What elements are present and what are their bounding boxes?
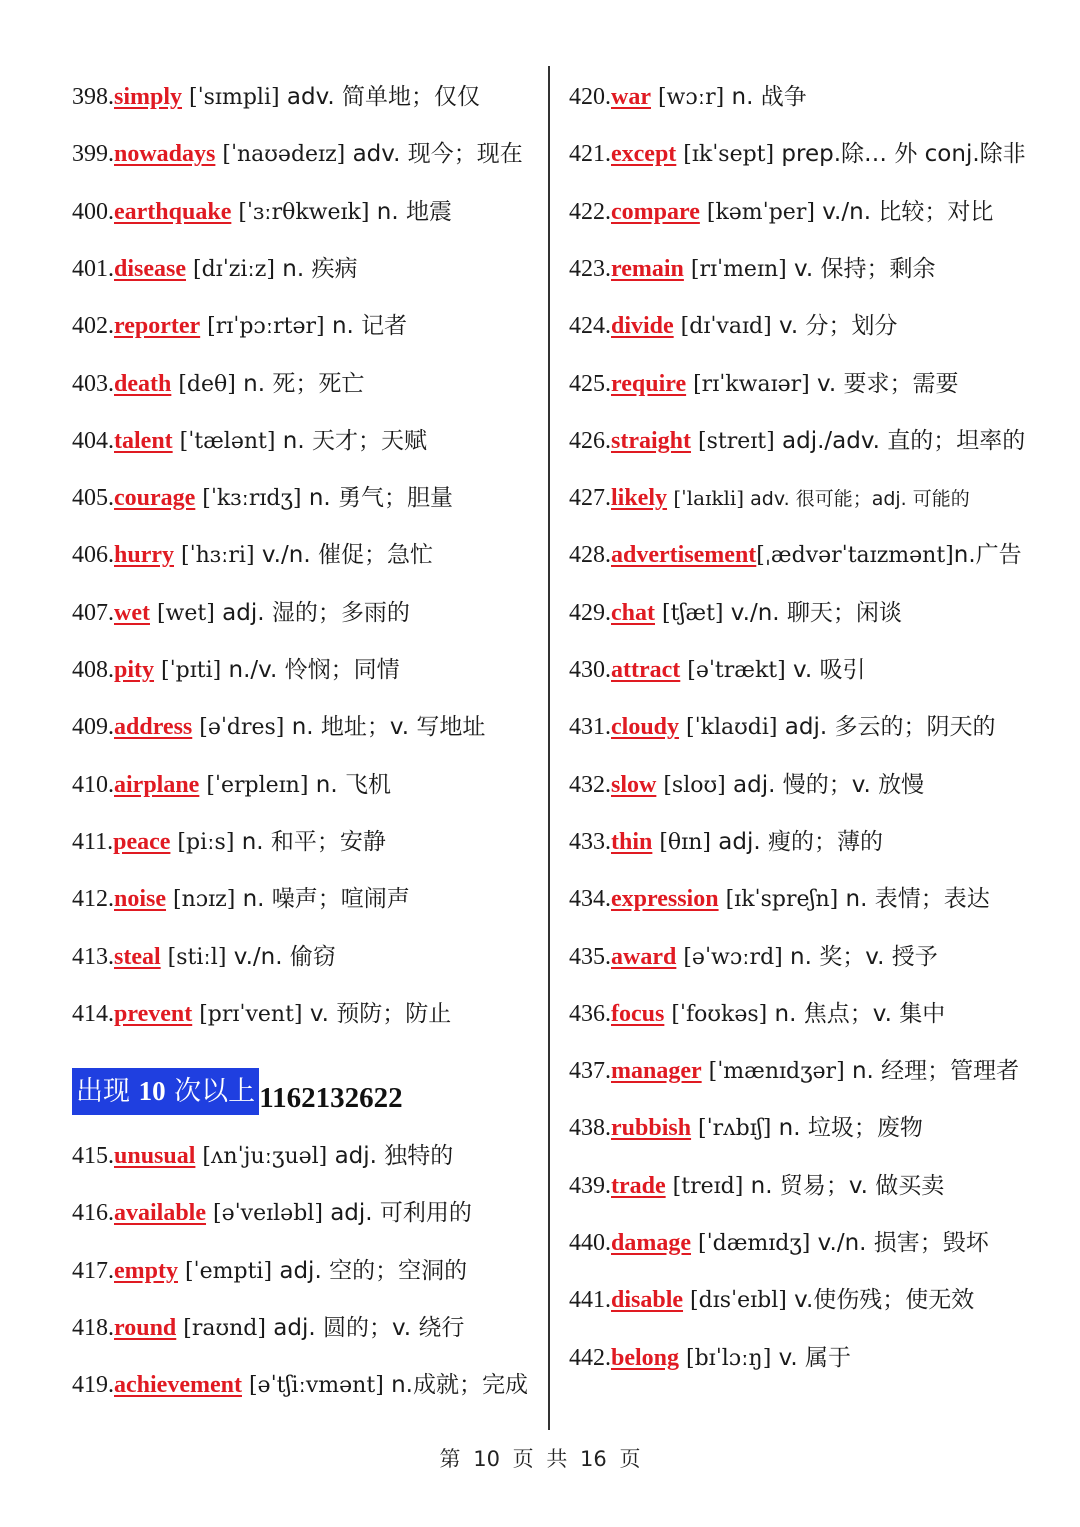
- vocab-entry: [72, 884, 410, 914]
- entry-word: manager: [611, 1058, 702, 1085]
- entry-word: slow: [611, 771, 657, 798]
- entry-phonetic: [treɪd]: [665, 1173, 744, 1199]
- entry-number: 435.: [569, 943, 611, 970]
- entry-number: 442.: [569, 1344, 611, 1371]
- vocab-entry: [569, 254, 936, 284]
- entry-meaning: n. 疾病: [274, 255, 358, 282]
- entry-meaning: n. 战争: [724, 84, 807, 110]
- entry-number: 440.: [569, 1230, 611, 1256]
- entry-number: 438.: [569, 1115, 611, 1142]
- footer-gong: 共: [546, 1447, 568, 1471]
- entry-phonetic: [tʃæt]: [655, 600, 724, 626]
- entry-phonetic: [əˈdres]: [192, 715, 285, 741]
- entry-phonetic: [wet]: [149, 600, 215, 626]
- entry-phonetic: [əˈtrækt]: [680, 658, 786, 683]
- vocab-entry: [72, 1370, 528, 1400]
- entry-number: 426.: [569, 427, 611, 454]
- entry-meaning: n. 地震: [369, 198, 452, 225]
- entry-phonetic: [stiːl]: [160, 944, 227, 970]
- entry-phonetic: [ˈkɜːrɪdʒ]: [195, 486, 302, 512]
- entry-phonetic: [əˈtʃiːvmənt]: [241, 1373, 384, 1399]
- entry-word: compare: [611, 198, 700, 225]
- entry-number: 411.: [72, 828, 114, 855]
- vocab-entry: [569, 655, 865, 685]
- entry-number: 405.: [72, 485, 114, 512]
- vocab-entry: [569, 483, 970, 513]
- entry-meaning: n.广告: [953, 542, 1022, 569]
- entry-meaning: v./n. 聊天；闲谈: [723, 599, 902, 626]
- entry-number: 434.: [569, 886, 611, 913]
- entry-phonetic: [piːs]: [170, 829, 235, 855]
- entry-phonetic: [dɪsˈeɪbl]: [683, 1288, 787, 1314]
- entry-number: 401.: [72, 255, 114, 282]
- entry-meaning: n.成就；完成: [383, 1372, 528, 1399]
- entry-word: achievement: [114, 1372, 242, 1399]
- entry-number: 431.: [569, 714, 611, 741]
- entry-word: courage: [114, 485, 196, 512]
- column-divider: [548, 66, 550, 1430]
- vocab-entry: [72, 540, 433, 570]
- entry-word: disease: [114, 255, 186, 282]
- entry-meaning: v./n. 偷窃: [226, 943, 336, 970]
- entry-meaning: n. 记者: [324, 313, 408, 340]
- vocab-entry: [569, 139, 1026, 169]
- entry-phonetic: [streɪt]: [691, 428, 775, 454]
- entry-number: 421.: [569, 141, 611, 168]
- entry-meaning: v. 预防；防止: [302, 1000, 452, 1027]
- entry-word: except: [611, 141, 677, 168]
- entry-number: 412.: [72, 886, 114, 913]
- entry-word: unusual: [114, 1143, 196, 1169]
- entry-meaning: adj. 独特的: [327, 1143, 454, 1169]
- entry-phonetic: [ˈmænɪdʒər]: [701, 1059, 845, 1085]
- entry-meaning: adj. 慢的；v. 放慢: [725, 771, 925, 798]
- entry-phonetic: [sloʊ]: [656, 772, 726, 798]
- vocab-entry: [569, 82, 807, 112]
- entry-number: 400.: [72, 198, 114, 225]
- vocab-entry: [569, 197, 993, 227]
- vocab-entry: [72, 942, 336, 972]
- section-count: 10: [138, 1076, 166, 1106]
- vocab-entry: [72, 426, 427, 456]
- entry-meaning: adj. 圆的；v. 绕行: [265, 1314, 465, 1341]
- entry-meaning: v./n. 催促；急忙: [254, 542, 433, 569]
- entry-word: talent: [114, 427, 173, 454]
- entry-phonetic: [ɪkˈsept]: [676, 142, 775, 168]
- entry-phonetic: [ˈtælənt]: [172, 428, 276, 454]
- vocab-entry: [569, 426, 1025, 456]
- entry-word: divide: [611, 313, 674, 340]
- entry-number: 419.: [72, 1372, 114, 1399]
- entry-meaning: n. 飞机: [308, 771, 391, 798]
- entry-word: focus: [611, 1000, 665, 1027]
- entry-number: 408.: [72, 657, 114, 683]
- entry-meaning: adv. 现今；现在: [345, 141, 523, 168]
- vocab-entry: [72, 311, 407, 341]
- entry-meaning: v. 吸引: [785, 657, 866, 683]
- entry-meaning: n./v. 怜悯；同情: [221, 657, 400, 683]
- entry-phonetic: [əˈveɪləbl]: [206, 1201, 323, 1227]
- entry-word: prevent: [114, 1000, 193, 1027]
- entry-phonetic: [raʊnd]: [176, 1315, 266, 1341]
- entry-word: noise: [114, 886, 167, 913]
- section-header: [72, 1068, 403, 1114]
- entry-number: 399.: [72, 141, 114, 168]
- entry-meaning: n. 勇气；胆量: [301, 485, 454, 512]
- entry-word: airplane: [114, 771, 200, 798]
- entry-word: pity: [114, 657, 155, 683]
- vocab-entry: [72, 655, 400, 685]
- entry-word: remain: [611, 255, 684, 282]
- footer-ye: 页: [512, 1447, 534, 1471]
- vocab-entry: [569, 942, 938, 972]
- entry-number: 436.: [569, 1000, 611, 1027]
- entry-phonetic: [deθ]: [171, 371, 236, 397]
- entry-meaning: n. 贸易；v. 做买卖: [743, 1172, 945, 1199]
- entry-phonetic: [ɪkˈspreʃn]: [718, 887, 839, 913]
- entry-meaning: n. 焦点；v. 集中: [767, 1000, 946, 1027]
- vocab-entry: [72, 483, 453, 513]
- entry-number: 427.: [569, 485, 611, 512]
- footer-total-pages: 16: [580, 1447, 607, 1471]
- entry-number: 403.: [72, 370, 114, 397]
- entry-word: disable: [611, 1287, 684, 1314]
- entry-phonetic: [nɔɪz]: [166, 887, 236, 913]
- vocab-entry: [569, 1285, 974, 1315]
- vocab-entry: [569, 1343, 851, 1373]
- entry-number: 430.: [569, 657, 611, 683]
- entry-word: available: [114, 1200, 207, 1227]
- entry-meaning: v./n. 比较；对比: [814, 198, 994, 225]
- vocab-entry: [569, 1228, 989, 1258]
- entry-number: 404.: [72, 427, 114, 454]
- entry-phonetic: [ˈnaʊədeɪz]: [215, 142, 346, 168]
- vocab-entry: [72, 598, 410, 628]
- entry-number: 441.: [569, 1287, 611, 1314]
- entry-phonetic: [dɪˈvaɪd]: [673, 314, 772, 340]
- entry-meaning: v. 分；划分: [771, 313, 898, 340]
- entry-meaning: n. 垃圾；废物: [771, 1115, 923, 1142]
- entry-word: address: [114, 714, 193, 741]
- entry-word: empty: [114, 1257, 178, 1284]
- entry-phonetic: [rɪˈkwaɪər]: [686, 371, 810, 397]
- vocab-entry: [72, 139, 523, 169]
- section-prefix: 出现: [76, 1076, 139, 1107]
- vocab-entry: [72, 254, 357, 284]
- vocab-entry: [569, 884, 990, 914]
- entry-phonetic: [prɪˈvent]: [192, 1001, 303, 1027]
- vocab-entry: [569, 770, 924, 800]
- entry-phonetic: [wɔːr]: [650, 85, 725, 110]
- vocab-entry: [569, 827, 883, 857]
- entry-word: trade: [611, 1172, 666, 1199]
- entry-word: simply: [114, 84, 183, 110]
- entry-meaning: n. 奖；v. 授予: [782, 943, 938, 970]
- entry-number: 420.: [569, 84, 611, 110]
- entry-number: 398.: [72, 84, 114, 110]
- vocab-entry: [569, 598, 902, 628]
- entry-meaning: v.使伤残；使无效: [786, 1287, 975, 1314]
- entry-meaning: adj./adv. 直的；坦率的: [774, 427, 1026, 454]
- section-highlight: [72, 1068, 259, 1115]
- entry-meaning: n. 地址；v. 写地址: [284, 714, 486, 741]
- entry-phonetic: [ˈfoʊkəs]: [664, 1001, 768, 1027]
- entry-word: straight: [611, 427, 691, 454]
- entry-meaning: adv. 简单地；仅仅: [279, 84, 481, 110]
- vocab-entry: [72, 197, 452, 227]
- entry-word: chat: [611, 599, 655, 626]
- entry-number: 433.: [569, 828, 611, 855]
- entry-word: thin: [611, 828, 653, 855]
- vocab-entry: [72, 999, 451, 1029]
- entry-phonetic: [bɪˈlɔːŋ]: [679, 1345, 772, 1371]
- entry-word: expression: [611, 886, 719, 913]
- entry-number: 432.: [569, 771, 611, 798]
- entry-word: likely: [611, 485, 668, 512]
- entry-meaning: v./n. 损害；毁坏: [810, 1230, 989, 1256]
- entry-phonetic: [əˈwɔːrd]: [676, 944, 783, 970]
- entry-number: 428.: [569, 542, 611, 569]
- entry-number: 417.: [72, 1257, 114, 1284]
- section-suffix: 次以上: [165, 1076, 256, 1107]
- entry-number: 410.: [72, 771, 114, 798]
- vocab-entry: [72, 1141, 453, 1171]
- entry-meaning: adj. 湿的；多雨的: [214, 599, 410, 626]
- vocab-entry: [569, 999, 945, 1029]
- entry-word: earthquake: [114, 198, 232, 225]
- entry-word: death: [114, 370, 172, 397]
- entry-number: 406.: [72, 542, 114, 569]
- entry-word: steal: [114, 943, 161, 970]
- vocab-entry: [569, 311, 897, 341]
- entry-number: 402.: [72, 313, 114, 340]
- entry-meaning: adj. 可利用的: [322, 1200, 472, 1227]
- vocab-entry: [569, 712, 996, 742]
- entry-number: 422.: [569, 198, 611, 225]
- vocab-entry: [72, 369, 364, 399]
- entry-meaning: adv. 很可能；adj. 可能的: [744, 488, 970, 511]
- entry-number: 415.: [72, 1143, 114, 1169]
- entry-phonetic: [ˈlaɪkli]: [667, 486, 745, 511]
- footer-current-page: 10: [473, 1447, 500, 1471]
- entry-meaning: adj. 多云的；阴天的: [777, 714, 996, 741]
- entry-meaning: adj. 瘦的；薄的: [710, 828, 883, 855]
- vocab-entry: [72, 82, 480, 112]
- entry-phonetic: [ˈdæmɪdʒ]: [691, 1231, 811, 1256]
- entry-word: nowadays: [114, 141, 216, 168]
- entry-number: 437.: [569, 1058, 611, 1085]
- footer-ye-2: 页: [619, 1447, 641, 1471]
- vocab-entry: [72, 827, 386, 857]
- entry-word: war: [611, 84, 651, 110]
- vocab-entry: [72, 1256, 467, 1286]
- entry-word: belong: [611, 1344, 680, 1371]
- entry-meaning: prep.除… 外 conj.除非: [774, 141, 1026, 168]
- entry-phonetic: [ˈklaʊdi]: [679, 715, 778, 741]
- entry-word: damage: [611, 1230, 691, 1256]
- entry-word: hurry: [114, 542, 174, 569]
- vocab-entry: [569, 1056, 1019, 1086]
- entry-phonetic: [θɪn]: [652, 829, 711, 855]
- entry-phonetic: [kəmˈper]: [699, 199, 815, 225]
- entry-phonetic: [ˈerpleɪn]: [199, 772, 309, 798]
- entry-phonetic: [ˈɜːrθkweɪk]: [231, 199, 370, 225]
- entry-phonetic: [rɪˈmeɪn]: [683, 256, 787, 282]
- entry-meaning: n. 表情；表达: [838, 886, 990, 913]
- entry-word: wet: [114, 599, 150, 626]
- section-code: 1162132622: [259, 1082, 403, 1114]
- entry-meaning: n. 天才；天赋: [275, 427, 427, 454]
- entry-meaning: n. 经理；管理者: [844, 1058, 1020, 1085]
- vocab-entry: [569, 1113, 923, 1143]
- entry-phonetic: [ˈrʌbɪʃ]: [691, 1116, 772, 1142]
- entry-word: require: [611, 370, 687, 397]
- entry-phonetic: [rɪˈpɔːrtər]: [200, 314, 325, 340]
- entry-number: 429.: [569, 599, 611, 626]
- entry-phonetic: [ˌædvərˈtaɪzmənt]: [756, 543, 954, 569]
- entry-word: attract: [611, 657, 681, 683]
- entry-word: reporter: [114, 313, 201, 340]
- entry-phonetic: [ˈempti]: [177, 1258, 273, 1284]
- entry-number: 414.: [72, 1000, 114, 1027]
- vocab-entry: [569, 1171, 944, 1201]
- entry-number: 439.: [569, 1172, 611, 1199]
- entry-number: 407.: [72, 599, 114, 626]
- vocab-entry: [72, 1313, 464, 1343]
- entry-number: 413.: [72, 943, 114, 970]
- entry-word: cloudy: [611, 714, 680, 741]
- vocab-entry: [569, 369, 959, 399]
- entry-word: peace: [113, 828, 171, 855]
- entry-meaning: adj. 空的；空洞的: [272, 1257, 468, 1284]
- page-footer: [0, 1443, 1080, 1473]
- entry-word: round: [114, 1314, 177, 1341]
- entry-meaning: v. 要求；需要: [809, 370, 959, 397]
- entry-number: 409.: [72, 714, 114, 741]
- footer-di: 第: [439, 1447, 461, 1471]
- entry-meaning: n. 和平；安静: [234, 828, 386, 855]
- entry-phonetic: [ˈsɪmpli]: [182, 85, 280, 110]
- vocab-entry: [72, 770, 391, 800]
- entry-meaning: v. 属于: [771, 1344, 852, 1371]
- entry-number: 418.: [72, 1314, 114, 1341]
- entry-word: advertisement: [611, 542, 757, 569]
- entry-number: 423.: [569, 255, 611, 282]
- entry-meaning: v. 保持；剩余: [786, 255, 936, 282]
- entry-phonetic: [ˈpɪti]: [154, 658, 222, 683]
- vocab-entry: [72, 1198, 472, 1228]
- entry-phonetic: [dɪˈziːz]: [186, 256, 275, 282]
- vocab-entry: [569, 540, 1022, 570]
- vocab-entry: [72, 712, 485, 742]
- entry-meaning: n. 噪声；喧闹声: [235, 886, 410, 913]
- entry-meaning: n. 死；死亡: [235, 370, 365, 397]
- entry-word: award: [611, 943, 677, 970]
- entry-number: 425.: [569, 370, 611, 397]
- entry-number: 424.: [569, 313, 611, 340]
- entry-word: rubbish: [611, 1115, 692, 1142]
- entry-number: 416.: [72, 1200, 114, 1227]
- entry-phonetic: [ʌnˈjuːʒuəl]: [195, 1144, 328, 1169]
- entry-phonetic: [ˈhɜːri]: [174, 543, 255, 569]
